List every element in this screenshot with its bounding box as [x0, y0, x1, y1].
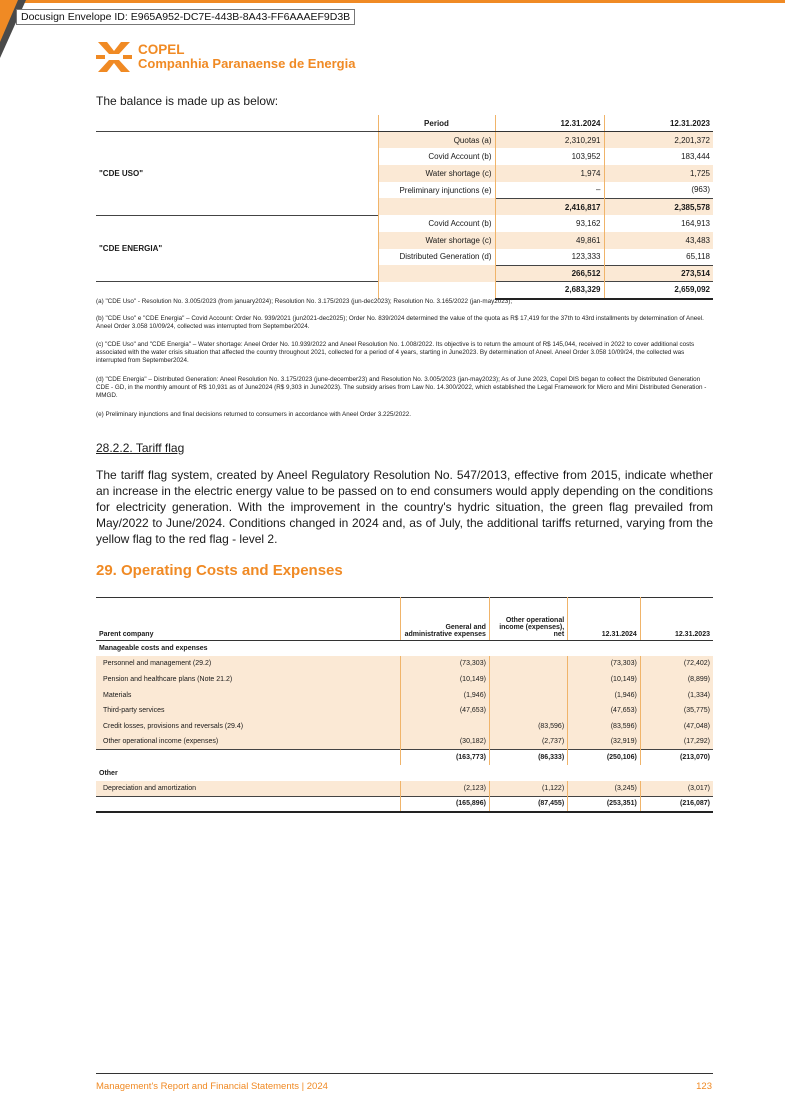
logo-subtitle: Companhia Paranaense de Energia [138, 56, 356, 71]
page-number: 123 [696, 1081, 712, 1092]
table-row: Materials (1,946) (1,946) (1,334) [96, 687, 713, 703]
table-row: Credit losses, provisions and reversals (29.4) (83,596) (83,596) (47,048) [96, 718, 713, 734]
table-row: Pension and healthcare plans (Note 21.2) (10,149) (10,149) (8,899) [96, 672, 713, 688]
note-b: (b) "CDE Uso" e "CDE Energia" – Covid Account: Order No. 939/2021 (jun2021-dec2025); Order No. 839/2024 determined the value of the quota as R$ 17,419 for the 37th to 43rd installments by determination of Aneel. Aneel Order 3.058 10/09/24, collected was interrupted from September2024. [96, 315, 704, 331]
note-a: (a) "CDE Uso" - Resolution No. 3.005/2023 (from january2024); Resolution No. 3.175/2023 (jun-dec2023); Resolution No. 3.165/2022 (jan-may2023); [96, 298, 513, 305]
col-2023-header: 12.31.2023 [604, 115, 713, 132]
group-row: Other [99, 769, 118, 777]
group-row: Manageable costs and expenses [99, 645, 208, 653]
tariff-flag-heading: 28.2.2. Tariff flag [96, 441, 185, 455]
top-accent-bar [0, 0, 785, 3]
footer-divider [96, 1073, 713, 1074]
period-header: Period [378, 115, 495, 132]
note-e: (e) Preliminary injunctions and final decisions returned to consumers in accordance with Aneel Order 3.225/2022. [96, 411, 412, 418]
table-row: Water shortage (c) 49,861 43,483 [96, 232, 713, 249]
subtotal-row: 266,512 273,514 [96, 265, 713, 282]
cde-energia-label: "CDE ENERGIA" [96, 215, 378, 282]
cde-balance-table [96, 115, 713, 300]
logo-name: COPEL [138, 42, 185, 57]
table-row: Water shortage (c) 1,974 1,725 [96, 165, 713, 182]
table-row: Other operational income (expenses) (30,182) (2,737) (32,919) (17,292) [96, 734, 713, 750]
tariff-flag-paragraph: The tariff flag system, created by Aneel Regulatory Resolution No. 547/2013, effective from 2015, indicate whether an increase in the electric energy value to be passed on to end consumers would apply depending on the conditions for electricity generation. With the improvement in the country's hydric situation, the green flag prevailed from May/2022 to June/2024. Conditions changed in 2024 and, as of July, the additional tariffs returned, varying from the yellow flag to the red flag - level 2. [96, 468, 713, 546]
note-c: (c) "CDE Uso" and "CDE Energia" – Water shortage: Aneel Order No. 10.939/2022 and Aneel Resolution No. 1.008/2022. Its objective is to return the amount of R$ 145,044, received in 2022 to cover additional costs associated with the water crisis situation that affected the country throughout 2021, collected for a period of 4 years, starting in June2023. By determination of Aneel. Aneel Order 3.058 10/09/24, the collected was interrupted from September2024. [96, 341, 695, 365]
copel-logo-icon [96, 40, 132, 74]
table-row: Depreciation and amortization (2,123) (1,122) (3,245) (3,017) [96, 781, 713, 797]
company-logo [96, 40, 355, 74]
subtotal-row: 2,416,817 2,385,578 [96, 198, 713, 215]
table-header-row: Parent company General and administrative expenses Other operational income (expenses), net 12.31.2024 12.31.2023 [96, 598, 713, 641]
intro-text: The balance is made up as below: [96, 94, 279, 108]
total-row: 2,683,329 2,659,092 [96, 282, 713, 299]
table-row: "CDE ENERGIA" Covid Account (b) 93,162 164,913 [96, 215, 713, 232]
table-row: Third-party services (47,653) (47,653) (35,775) [96, 703, 713, 719]
col-2024-header: 12.31.2024 [495, 115, 604, 132]
table-header-row [96, 115, 713, 132]
envelope-id: Docusign Envelope ID: E965A952-DC7E-443B-8A43-FF6AAAEF9D3B [16, 9, 355, 25]
operating-costs-table [96, 597, 713, 813]
footer-title: Management's Report and Financial Statements | 2024 [96, 1081, 328, 1092]
note-d: (d) "CDE Energia" – Distributed Generation: Aneel Resolution No. 3.175/2023 (june-december23) and Resolution No. 3.005/2023 (jan-may2023); As of June 2023, Copel DIS began to collect the Distributed Generation CDE - GD, in the monthly amount of R$ 10,931 as of June2024 (R$ 9,303 in June2023). The subsidy arises from Law No. 14.300/2022, which established the Legal Framework for Micro and Mini Distributed Generation - MMGD. [96, 376, 707, 400]
table-row: "CDE USO" Quotas (a) 2,310,291 2,201,372 [96, 132, 713, 149]
table-row: Personnel and management (29.2) (73,303) (73,303) (72,402) [96, 656, 713, 672]
cde-uso-label: "CDE USO" [96, 132, 378, 215]
subtotal-row: (163,773) (86,333) (250,106) (213,070) [96, 750, 713, 766]
total-row: (165,896) (87,455) (253,351) (216,087) [96, 796, 713, 812]
section-title: 29. Operating Costs and Expenses [96, 562, 343, 579]
table-row: Distributed Generation (d) 123,333 65,118 [96, 249, 713, 266]
table-row: Preliminary injunctions (e) – (963) [96, 182, 713, 199]
table-row: Covid Account (b) 103,952 183,444 [96, 148, 713, 165]
